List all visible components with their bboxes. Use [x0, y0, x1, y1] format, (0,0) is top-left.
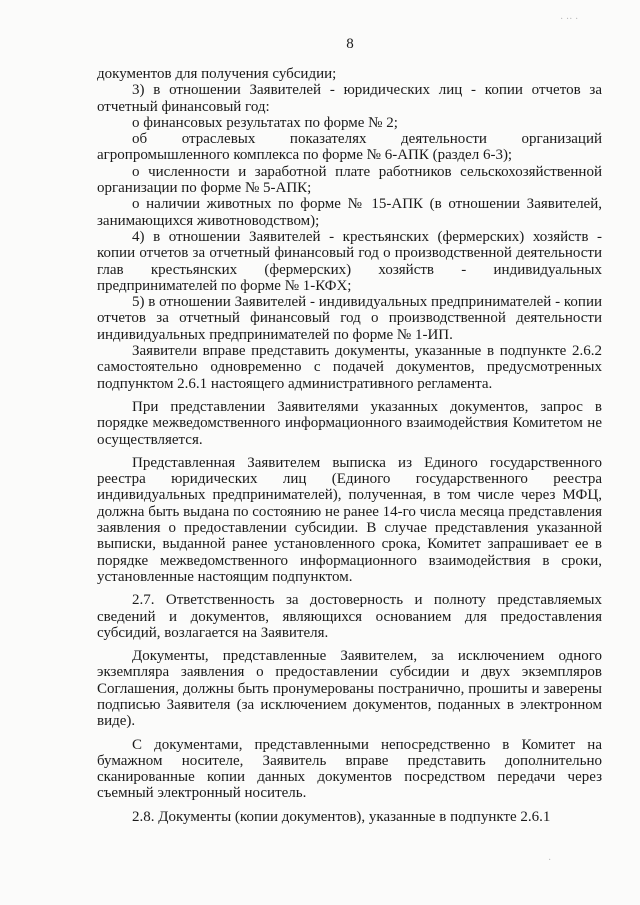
paragraph: Представленная Заявителем выписка из Единого государственного реестра юридических лиц (Единого государственного реестра индивидуальных предпринимателей), полученная, в том числе через МФЦ, должна быть выдана по состоянию не ранее 14-го числа месяца представления заявления о предоставлении субсидии. В случае представления указанной выписки, выданной ранее установленного срока, Комитет запрашивает ее в порядке межведомственного информационного взаимодействия в сроки, установленные настоящим подпунктом.: [97, 454, 602, 585]
paragraph: 3) в отношении Заявителей - юридических лиц - копии отчетов за отчетный финансовый год:: [97, 82, 602, 115]
scan-artifact: · ·· ·: [560, 14, 579, 25]
paragraph: 5) в отношении Заявителей - индивидуальных предпринимателей - копии отчетов за отчетный финансовый год о производственной деятельности индивидуальных предпринимателей по форме № 1-ИП.: [97, 294, 602, 343]
paragraph: 2.7. Ответственность за достоверность и полноту представляемых сведений и документов, являющихся основанием для предоставления субсидий, возлагается на Заявителя.: [97, 592, 602, 641]
paragraph: С документами, представленными непосредственно в Комитет на бумажном носителе, Заявитель вправе представить дополнительно сканированные копии данных документов посредством передачи через съемный электронный носитель.: [97, 736, 602, 802]
paragraph: о финансовых результатах по форме № 2;: [132, 114, 398, 131]
page-number: 8: [346, 36, 354, 52]
paragraph: 2.8. Документы (копии документов), указанные в подпункте 2.6.1: [132, 808, 551, 825]
paragraph: о численности и заработной плате работников сельскохозяйственной организации по форме № 5-АПК;: [97, 163, 602, 197]
paragraph: 4) в отношении Заявителей - крестьянских (фермерских) хозяйств - копии отчетов за отчетный финансовый год о производственной деятельности глав крестьянских (фермерских) хозяйств - индивидуальных предпринимателей по форме № 1-КФХ;: [97, 228, 602, 294]
paragraph: об отраслевых показателях деятельности организаций агропромышленного комплекса по форме № 6-АПК (раздел 6-3);: [97, 131, 602, 164]
document-body: [97, 66, 602, 825]
scan-artifact: ·: [548, 855, 552, 866]
paragraph: Заявители вправе представить документы, указанные в подпункте 2.6.2 самостоятельно одновременно с подачей документов, предусмотренных подпунктом 2.6.1 настоящего административного регламента.: [97, 343, 602, 392]
paragraph: При представлении Заявителями указанных документов, запрос в порядке межведомственного информационного взаимодействия Комитетом не осуществляется.: [97, 398, 602, 448]
paragraph: Документы, представленные Заявителем, за исключением одного экземпляра заявления о предоставлении субсидии и двух экземпляров Соглашения, должны быть пронумерованы постранично, прошиты и заверены подписью Заявителя (за исключением документов, поданных в электронном виде).: [97, 648, 602, 730]
paragraph: документов для получения субсидии;: [97, 66, 337, 82]
paragraph: о наличии животных по форме № 15-АПК (в отношении Заявителей, занимающихся животноводством);: [97, 196, 602, 229]
